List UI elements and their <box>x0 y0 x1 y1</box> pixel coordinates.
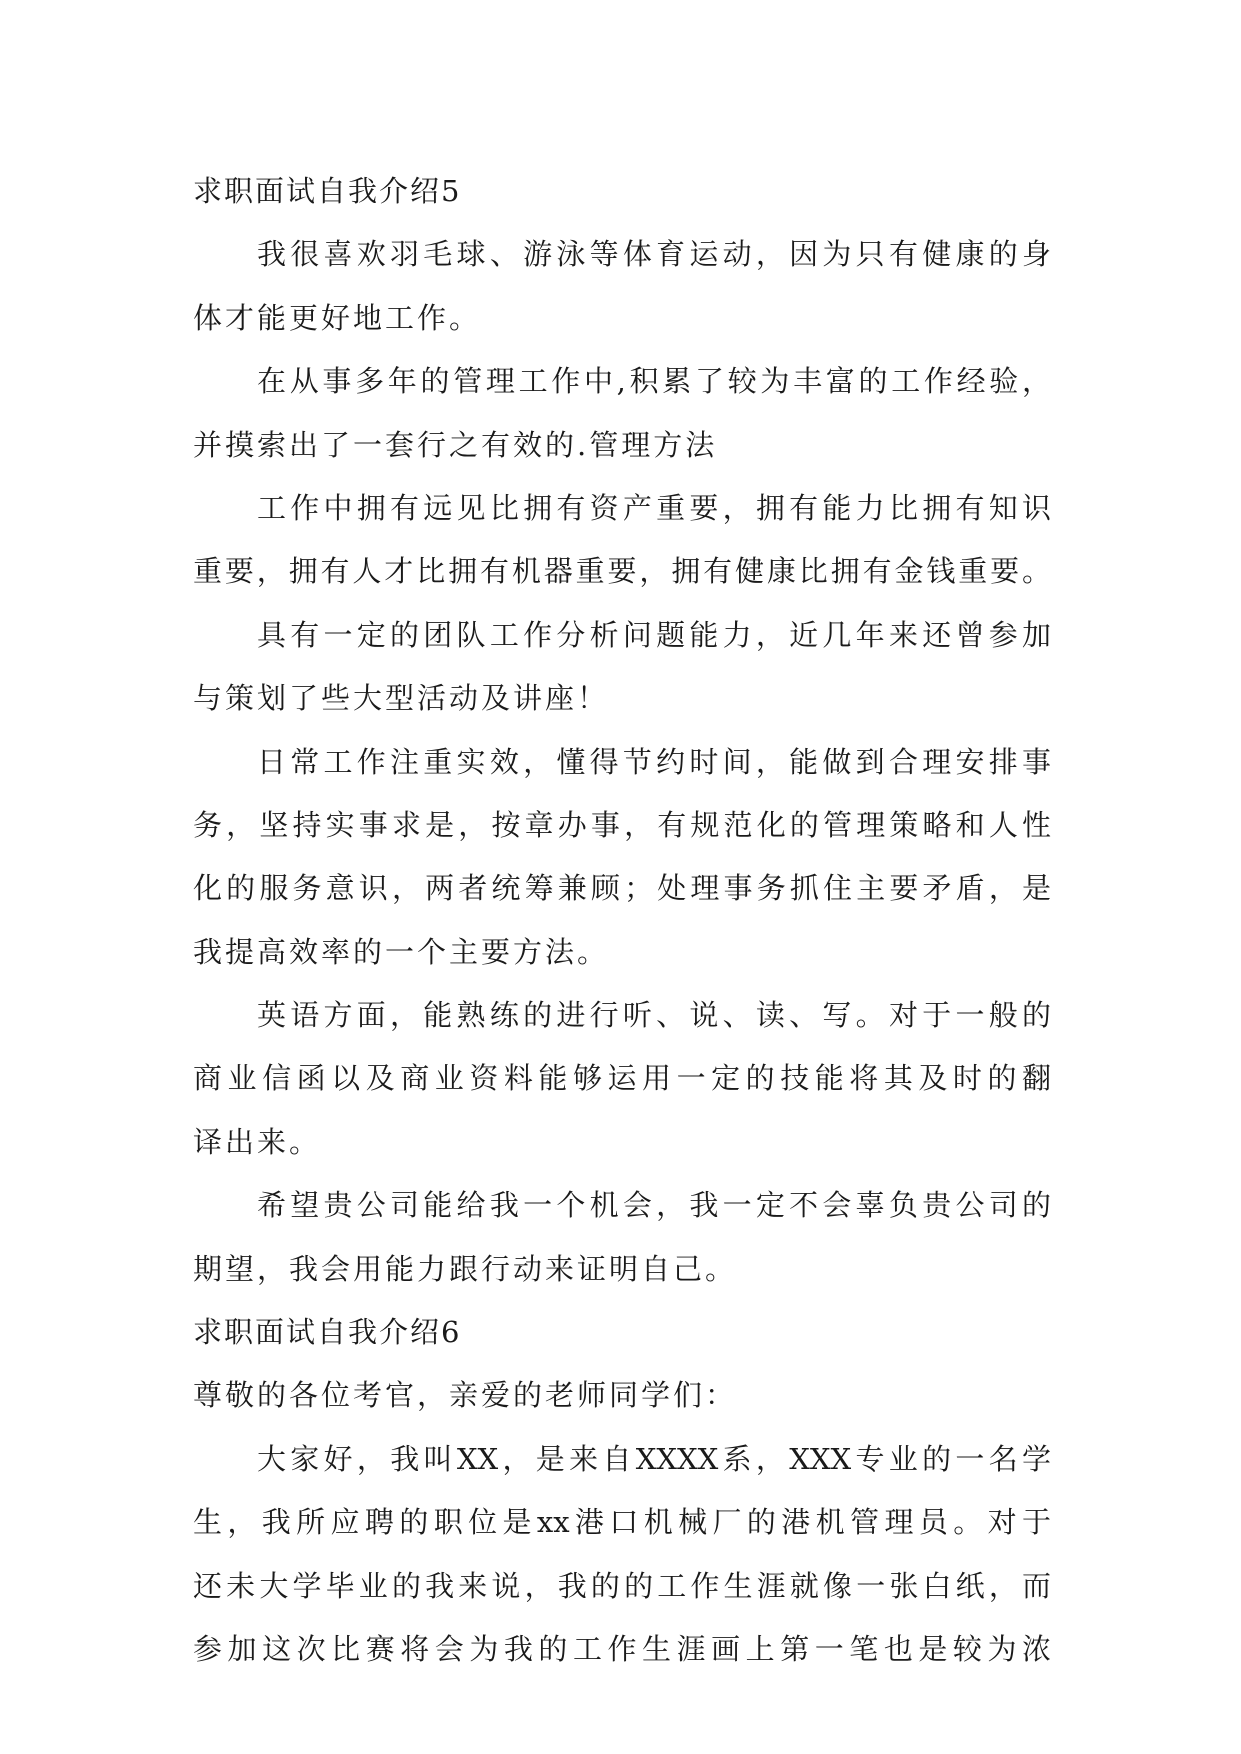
document-body <box>193 160 1051 1681</box>
paragraph-line: 具有一定的团队工作分析问题能力，近几年来还曾参加 <box>257 617 1051 652</box>
paragraph-line: 务，坚持实事求是，按章办事，有规范化的管理策略和人性 <box>193 807 1051 842</box>
paragraph-line: 工作中拥有远见比拥有资产重要，拥有能力比拥有知识 <box>257 490 1051 525</box>
paragraph-line: 日常工作注重实效，懂得节约时间，能做到合理安排事 <box>257 744 1051 779</box>
section-heading-5: 求职面试自我介绍5 <box>193 174 462 208</box>
paragraph-line: 重要，拥有人才比拥有机器重要，拥有健康比拥有金钱重要。 <box>193 554 1051 589</box>
paragraph-line: 我提高效率的一个主要方法。 <box>193 934 610 969</box>
paragraph-line: 希望贵公司能给我一个机会，我一定不会辜负贵公司的 <box>257 1188 1051 1223</box>
paragraph-line: 参加这次比赛将会为我的工作生涯画上第一笔也是较为浓 <box>193 1631 1051 1666</box>
paragraph-line: 生，我所应聘的职位是xx港口机械厂的港机管理员。对于 <box>193 1505 1051 1540</box>
paragraph-line: 译出来。 <box>193 1124 322 1159</box>
paragraph-line: 英语方面，能熟练的进行听、说、读、写。对于一般的 <box>257 998 1051 1033</box>
paragraph-line: 与策划了些大型活动及讲座！ <box>193 681 610 716</box>
paragraph-line: 在从事多年的管理工作中,积累了较为丰富的工作经验， <box>257 364 1051 399</box>
paragraph-line: 体才能更好地工作。 <box>193 300 482 335</box>
paragraph-line: 并摸索出了一套行之有效的.管理方法 <box>193 427 718 462</box>
paragraph-line: 我很喜欢羽毛球、游泳等体育运动，因为只有健康的身 <box>257 237 1051 272</box>
paragraph-line: 还未大学毕业的我来说，我的的工作生涯就像一张白纸，而 <box>193 1568 1051 1603</box>
paragraph-line: 商业信函以及商业资料能够运用一定的技能将其及时的翻 <box>193 1061 1051 1096</box>
salutation-line: 尊敬的各位考官，亲爱的老师同学们： <box>193 1378 738 1413</box>
paragraph-line: 大家好，我叫XX，是来自XXXX系，XXX专业的一名学 <box>257 1441 1051 1476</box>
section-heading-6: 求职面试自我介绍6 <box>193 1315 462 1350</box>
paragraph-line: 期望，我会用能力跟行动来证明自己。 <box>193 1251 738 1286</box>
paragraph-line: 化的服务意识，两者统筹兼顾；处理事务抓住主要矛盾，是 <box>193 871 1051 906</box>
